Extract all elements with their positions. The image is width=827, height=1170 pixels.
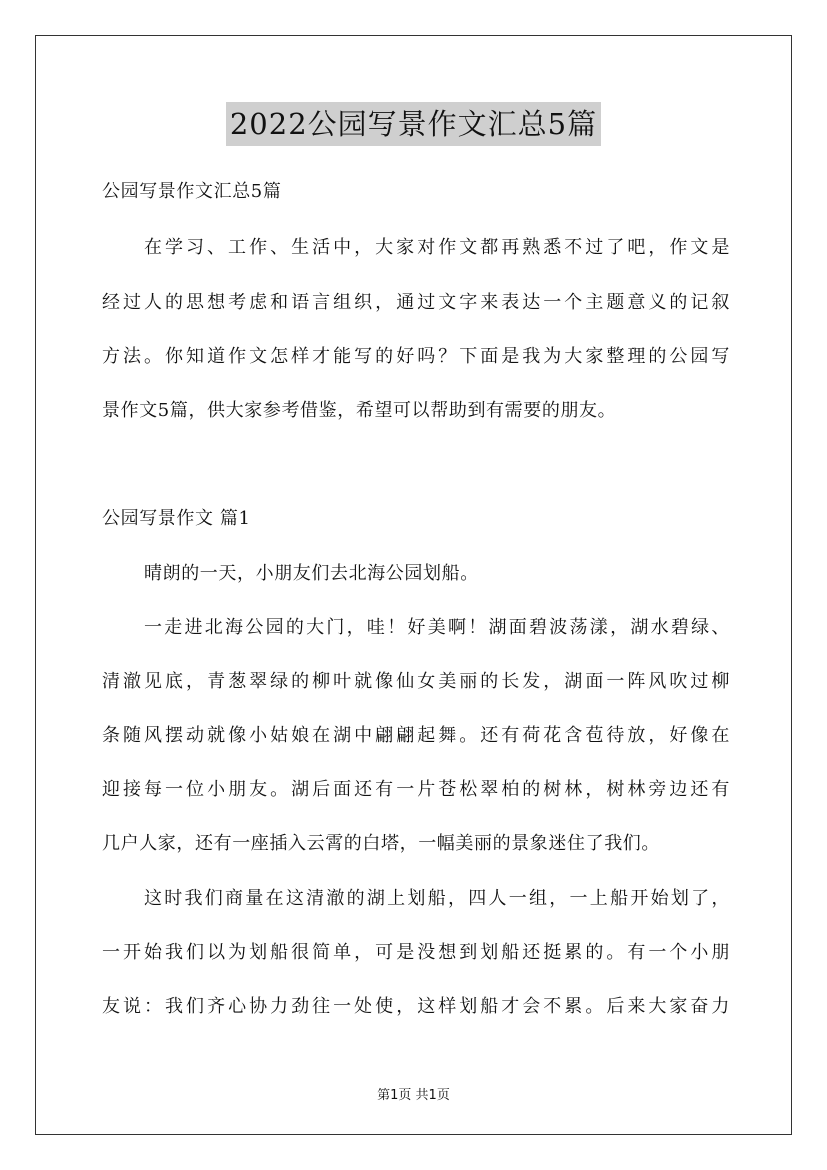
para3-line-3: 友说：我们齐心协力劲往一处使，这样划船才会不累。后来大家奋力: [102, 996, 730, 1017]
para2-line-1: 一走进北海公园的大门，哇！好美啊！湖面碧波荡漾，湖水碧绿、: [144, 617, 730, 638]
para2-line-3: 条随风摆动就像小姑娘在湖中翩翩起舞。还有荷花含苞待放，好像在: [102, 725, 730, 746]
page-footer: 第1页 共1页: [377, 1088, 450, 1103]
para2-line-4: 迎接每一位小朋友。湖后面还有一片苍松翠柏的树林，树林旁边还有: [102, 779, 730, 800]
document-title-wrap: [0, 102, 827, 146]
intro-line-4: 景作文5篇，供大家参考借鉴，希望可以帮助到有需要的朋友。: [102, 400, 617, 421]
section-heading: 公园写景作文 篇1: [102, 508, 251, 529]
para1: 晴朗的一天，小朋友们去北海公园划船。: [144, 563, 479, 584]
subtitle: 公园写景作文汇总5篇: [102, 181, 282, 202]
intro-line-1: 在学习、工作、生活中，大家对作文都再熟悉不过了吧，作文是: [144, 237, 730, 258]
intro-line-2: 经过人的思想考虑和语言组织，通过文字来表达一个主题意义的记叙: [102, 292, 730, 313]
para3-line-1: 这时我们商量在这清澈的湖上划船，四人一组，一上船开始划了，: [144, 888, 730, 909]
intro-line-3: 方法。你知道作文怎样才能写的好吗？下面是我为大家整理的公园写: [102, 346, 730, 367]
para2-line-5: 几户人家，还有一座插入云霄的白塔，一幅美丽的景象迷住了我们。: [102, 833, 660, 854]
document-title: 2022公园写景作文汇总5篇: [226, 102, 601, 146]
para2-line-2: 清澈见底，青葱翠绿的柳叶就像仙女美丽的长发，湖面一阵风吹过柳: [102, 671, 730, 692]
para3-line-2: 一开始我们以为划船很简单，可是没想到划船还挺累的。有一个小朋: [102, 942, 730, 963]
